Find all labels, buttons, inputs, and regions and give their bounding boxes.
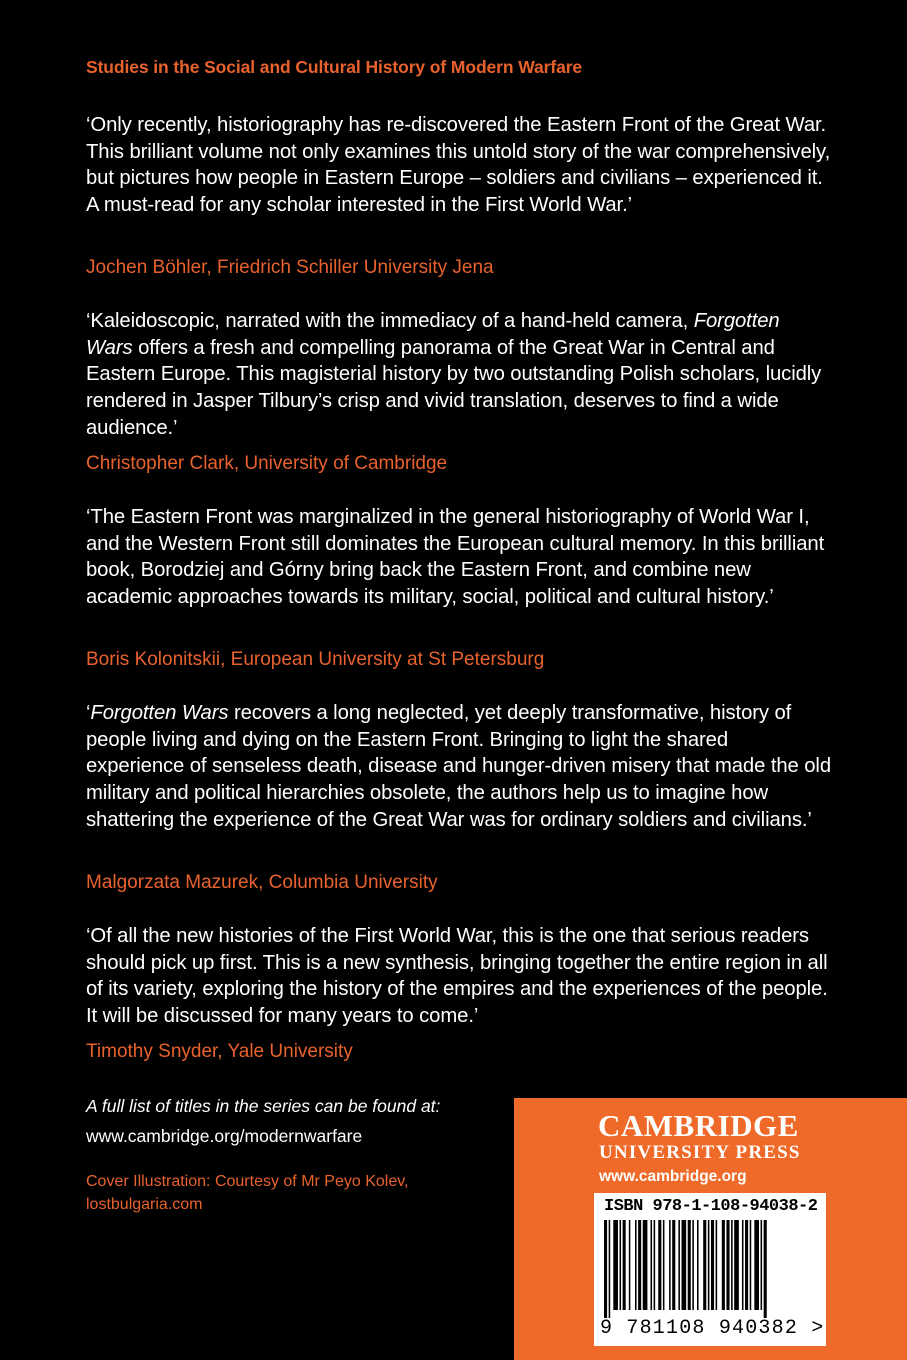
barcode-bar <box>620 1220 622 1310</box>
barcode-bar <box>663 1220 665 1310</box>
barcode-bar <box>688 1220 691 1310</box>
barcode-bar <box>742 1220 744 1310</box>
barcode-icon <box>604 1220 804 1318</box>
barcode-bar <box>638 1220 641 1310</box>
publisher-website[interactable]: www.cambridge.org <box>599 1168 747 1185</box>
barcode-bar <box>731 1220 733 1310</box>
endorsement-attribution-3: Boris Kolonitskii, European University at St Petersburg <box>86 649 545 670</box>
endorsement-attribution-2: Christopher Clark, University of Cambridge <box>86 453 448 474</box>
barcode-bar <box>635 1220 637 1310</box>
endorsement-attribution-4: Malgorzata Mazurek, Columbia University <box>86 872 438 893</box>
barcode-bar <box>708 1220 710 1310</box>
barcode-bar <box>716 1220 718 1310</box>
quote-2-rest: offers a fresh and compelling panorama of the Great War in Central and Eastern Europe. This magisterial history by two outstanding Polish scholars, lucidly rendered in Jasper Tilbury’s crisp and vivid translation, deserves to find a wide audience.’ <box>86 336 822 439</box>
series-list-note: A full list of titles in the series can be found at: <box>86 1096 441 1116</box>
series-url[interactable]: www.cambridge.org/modernwarfare <box>86 1126 363 1146</box>
barcode-bar <box>761 1220 763 1310</box>
barcode-bar <box>623 1220 626 1310</box>
book-title: Forgotten Wars <box>86 310 780 359</box>
quote-4-lead: ‘ <box>86 702 91 724</box>
quote-2-lead: ‘Kaleidoscopic, narrated with the immediacy of a hand-held camera, <box>86 310 694 332</box>
barcode-bar <box>678 1220 680 1310</box>
barcode-bar <box>734 1220 739 1310</box>
barcode-bar <box>609 1220 611 1318</box>
endorsement-quote-5: ‘Of all the new histories of the First World War, this is the one that serious readers should pick up first. This is a new synthesis, bringing together the entire region in all of its variety, exploring the history of the empires and the experiences of the people. It will be discussed for many years to come.’ <box>86 925 828 1028</box>
endorsement-quote-2 <box>86 308 831 442</box>
isbn-label: ISBN 978-1-108-94038-2 <box>604 1197 818 1216</box>
barcode-bar <box>604 1220 607 1318</box>
barcode-bar <box>654 1220 656 1310</box>
barcode-bar <box>672 1220 675 1310</box>
endorsement-quote-4 <box>86 700 831 834</box>
barcode-bar <box>658 1220 661 1310</box>
barcode-bar <box>651 1220 653 1310</box>
cover-illustration-credit: Cover Illustration: Courtesy of Mr Peyo Kolev, lostbulgaria.com <box>86 1173 409 1213</box>
barcode-panel <box>594 1193 826 1346</box>
publisher-name: CAMBRIDGE <box>598 1108 799 1143</box>
barcode-bar <box>750 1220 752 1310</box>
barcode-bar <box>643 1220 648 1310</box>
quote-4-rest: recovers a long neglected, yet deeply transformative, history of people living and dying on the Eastern Front. Bringing to light the shared experience of senseless death, disease and hunger-driven misery that made the old military and political hierarchies obsolete, the authors help us to imagine how shattering the experience of the Great War was for ordinary soldiers and civilians.’ <box>86 702 832 831</box>
barcode-bar <box>754 1220 759 1310</box>
endorsement-quote-3: ‘The Eastern Front was marginalized in the general historiography of World War I, and the Western Front still dominates the European cultural memory. In this brilliant book, Borodziej and Górny bring back the Eastern Front, and combine new academic approaches towards its military, social, political and cultural history.’ <box>86 506 825 609</box>
barcode-bar <box>703 1220 706 1310</box>
publisher-box <box>514 1098 907 1360</box>
barcode-bar <box>697 1220 699 1310</box>
ean-number: 9 781108 940382 > <box>600 1317 825 1340</box>
endorsement-quote-1: ‘Only recently, historiography has re-discovered the Eastern Front of the Great War. This brilliant volume not only examines this untold story of the war comprehensively, but pictures how people in Eastern Europe – soldiers and civilians – experienced it. A must-read for any scholar interested in the First World War.’ <box>86 114 831 217</box>
barcode-bar <box>613 1220 618 1310</box>
barcode-bar <box>726 1220 729 1310</box>
publisher-press: UNIVERSITY PRESS <box>599 1142 801 1163</box>
barcode-bar <box>745 1220 748 1310</box>
barcode-bar <box>711 1220 714 1310</box>
book-title: Forgotten Wars <box>90 702 229 724</box>
series-title: Studies in the Social and Cultural History of Modern Warfare <box>86 57 583 77</box>
barcode-bar <box>629 1220 631 1310</box>
barcode-bar <box>764 1220 767 1318</box>
barcode-bar <box>682 1220 687 1310</box>
barcode-bar <box>669 1220 671 1310</box>
endorsement-attribution-1: Jochen Böhler, Friedrich Schiller University Jena <box>86 257 494 278</box>
barcode-bar <box>692 1220 694 1310</box>
endorsement-attribution-5: Timothy Snyder, Yale University <box>86 1041 353 1062</box>
barcode-bar <box>722 1220 725 1310</box>
